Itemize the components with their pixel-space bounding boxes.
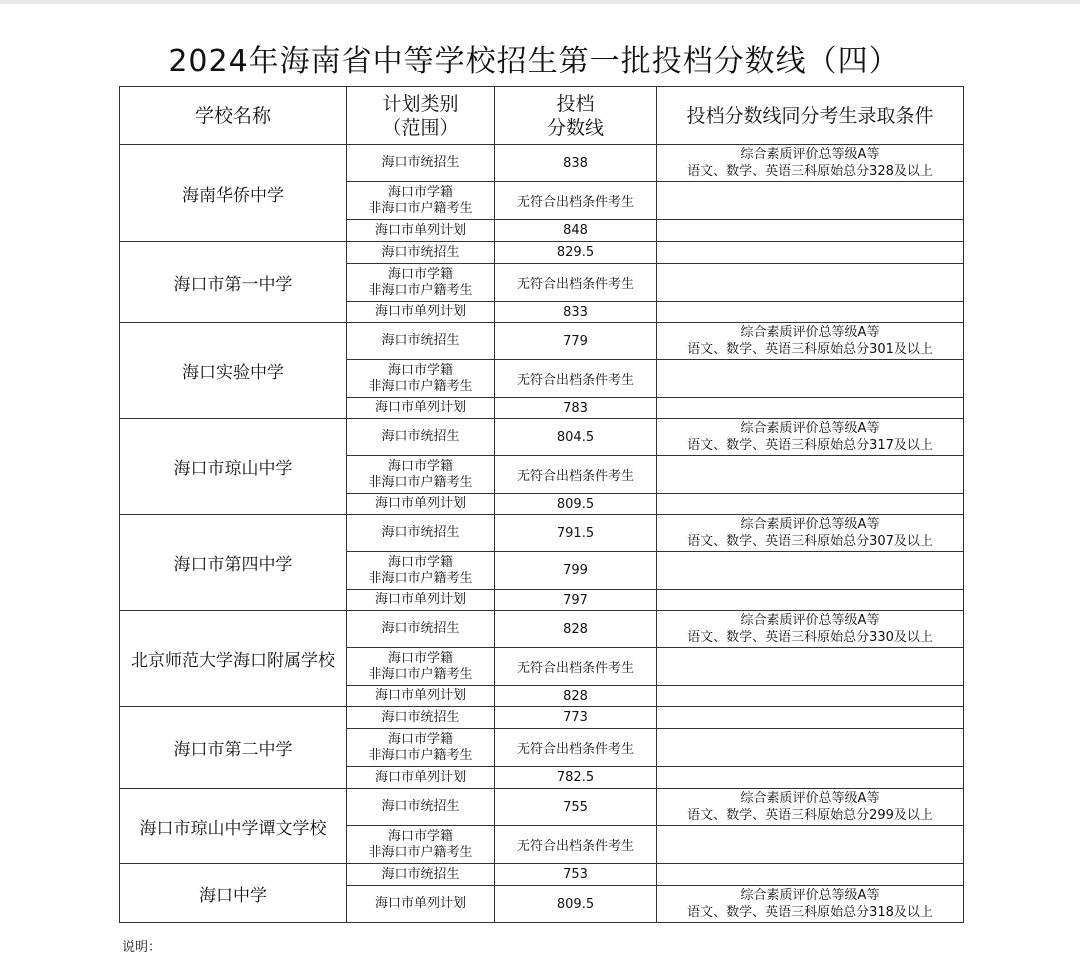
score-danlie: 833 (495, 302, 657, 323)
admission-condition-empty (657, 552, 964, 590)
score-xueji: 无符合出档条件考生 (495, 264, 657, 302)
admission-condition-empty (657, 767, 964, 789)
admission-condition: 综合素质评价总等级A等 语文、数学、英语三科原始总分328及以上 (657, 145, 964, 182)
admission-condition-empty (657, 182, 964, 220)
plan-xueji: 海口市学籍 非海口市户籍考生 (347, 648, 495, 686)
admission-condition-empty (657, 864, 964, 886)
plan-tongzhao: 海口市统招生 (347, 707, 495, 729)
admission-condition-empty (657, 456, 964, 494)
score-tongzhao: 779 (495, 323, 657, 360)
admission-condition-empty (657, 707, 964, 729)
admission-score-table (119, 86, 964, 923)
score-tongzhao: 828 (495, 611, 657, 648)
score-danlie: 848 (495, 220, 657, 242)
plan-tongzhao: 海口市统招生 (347, 323, 495, 360)
header-condition: 投档分数线同分考生录取条件 (657, 87, 964, 145)
table-row (120, 864, 964, 886)
school-name: 海口实验中学 (120, 323, 347, 419)
plan-xueji: 海口市学籍 非海口市户籍考生 (347, 182, 495, 220)
admission-condition-empty (657, 686, 964, 707)
admission-condition-empty (657, 398, 964, 419)
school-name: 海口市琼山中学 (120, 419, 347, 515)
score-tongzhao: 755 (495, 789, 657, 826)
header-score: 投档 分数线 (495, 87, 657, 145)
table-row (120, 323, 964, 360)
plan-danlie: 海口市单列计划 (347, 494, 495, 515)
admission-condition: 综合素质评价总等级A等 语文、数学、英语三科原始总分301及以上 (657, 323, 964, 360)
table-row (120, 707, 964, 729)
score-danlie: 809.5 (495, 886, 657, 923)
score-danlie: 828 (495, 686, 657, 707)
plan-danlie: 海口市单列计划 (347, 686, 495, 707)
table-row (120, 242, 964, 264)
score-tongzhao (495, 864, 657, 886)
score-xueji: 无符合出档条件考生 (495, 182, 657, 220)
school-name: 海口市琼山中学谭文学校 (120, 789, 347, 864)
score-tongzhao: 838 (495, 145, 657, 182)
score-tongzhao: 773 (495, 707, 657, 729)
highlighted-score: 753 (563, 867, 588, 882)
plan-xueji: 海口市学籍 非海口市户籍考生 (347, 826, 495, 864)
admission-condition-empty (657, 242, 964, 264)
school-name: 海口市第四中学 (120, 515, 347, 611)
score-xueji: 799 (495, 552, 657, 590)
admission-condition-empty (657, 494, 964, 515)
plan-tongzhao: 海口市统招生 (347, 419, 495, 456)
plan-tongzhao: 海口市统招生 (347, 864, 495, 886)
table-row (120, 145, 964, 182)
plan-xueji: 海口市学籍 非海口市户籍考生 (347, 360, 495, 398)
admission-condition-empty (657, 264, 964, 302)
score-danlie: 782.5 (495, 767, 657, 789)
header-plan: 计划类别 （范围） (347, 87, 495, 145)
score-tongzhao: 791.5 (495, 515, 657, 552)
score-xueji: 无符合出档条件考生 (495, 456, 657, 494)
score-danlie: 809.5 (495, 494, 657, 515)
school-name: 海口中学 (120, 864, 347, 923)
plan-danlie: 海口市单列计划 (347, 302, 495, 323)
score-xueji: 无符合出档条件考生 (495, 826, 657, 864)
plan-xueji: 海口市学籍 非海口市户籍考生 (347, 729, 495, 767)
score-xueji: 无符合出档条件考生 (495, 360, 657, 398)
header-school: 学校名称 (120, 87, 347, 145)
admission-condition: 综合素质评价总等级A等 语文、数学、英语三科原始总分299及以上 (657, 789, 964, 826)
plan-tongzhao: 海口市统招生 (347, 789, 495, 826)
score-xueji: 无符合出档条件考生 (495, 648, 657, 686)
plan-danlie: 海口市单列计划 (347, 886, 495, 923)
plan-danlie: 海口市单列计划 (347, 767, 495, 789)
admission-condition-empty (657, 590, 964, 611)
plan-danlie: 海口市单列计划 (347, 590, 495, 611)
admission-condition-empty (657, 302, 964, 323)
admission-condition-empty (657, 729, 964, 767)
table-row (120, 419, 964, 456)
score-danlie: 797 (495, 590, 657, 611)
plan-tongzhao: 海口市统招生 (347, 242, 495, 264)
admission-condition-empty (657, 360, 964, 398)
school-name: 海口市第一中学 (120, 242, 347, 323)
table-row (120, 611, 964, 648)
table-row (120, 789, 964, 826)
admission-condition: 综合素质评价总等级A等 语文、数学、英语三科原始总分307及以上 (657, 515, 964, 552)
top-bar (0, 0, 1080, 4)
admission-condition-empty (657, 826, 964, 864)
admission-condition: 综合素质评价总等级A等 语文、数学、英语三科原始总分317及以上 (657, 419, 964, 456)
plan-xueji: 海口市学籍 非海口市户籍考生 (347, 264, 495, 302)
score-xueji: 无符合出档条件考生 (495, 729, 657, 767)
plan-tongzhao: 海口市统招生 (347, 145, 495, 182)
plan-danlie: 海口市单列计划 (347, 398, 495, 419)
score-tongzhao: 804.5 (495, 419, 657, 456)
admission-condition: 综合素质评价总等级A等 语文、数学、英语三科原始总分318及以上 (657, 886, 964, 923)
table-row (120, 515, 964, 552)
school-name: 北京师范大学海口附属学校 (120, 611, 347, 707)
score-danlie: 783 (495, 398, 657, 419)
note-label: 说明： (122, 940, 162, 955)
score-tongzhao: 829.5 (495, 242, 657, 264)
plan-xueji: 海口市学籍 非海口市户籍考生 (347, 552, 495, 590)
admission-condition: 综合素质评价总等级A等 语文、数学、英语三科原始总分330及以上 (657, 611, 964, 648)
plan-tongzhao: 海口市统招生 (347, 515, 495, 552)
school-name: 海南华侨中学 (120, 145, 347, 242)
header-row (120, 87, 964, 145)
plan-danlie: 海口市单列计划 (347, 220, 495, 242)
admission-condition-empty (657, 648, 964, 686)
admission-condition-empty (657, 220, 964, 242)
plan-xueji: 海口市学籍 非海口市户籍考生 (347, 456, 495, 494)
plan-tongzhao: 海口市统招生 (347, 611, 495, 648)
page-title: 2024年海南省中等学校招生第一批投档分数线（四） (168, 44, 900, 79)
school-name: 海口市第二中学 (120, 707, 347, 789)
